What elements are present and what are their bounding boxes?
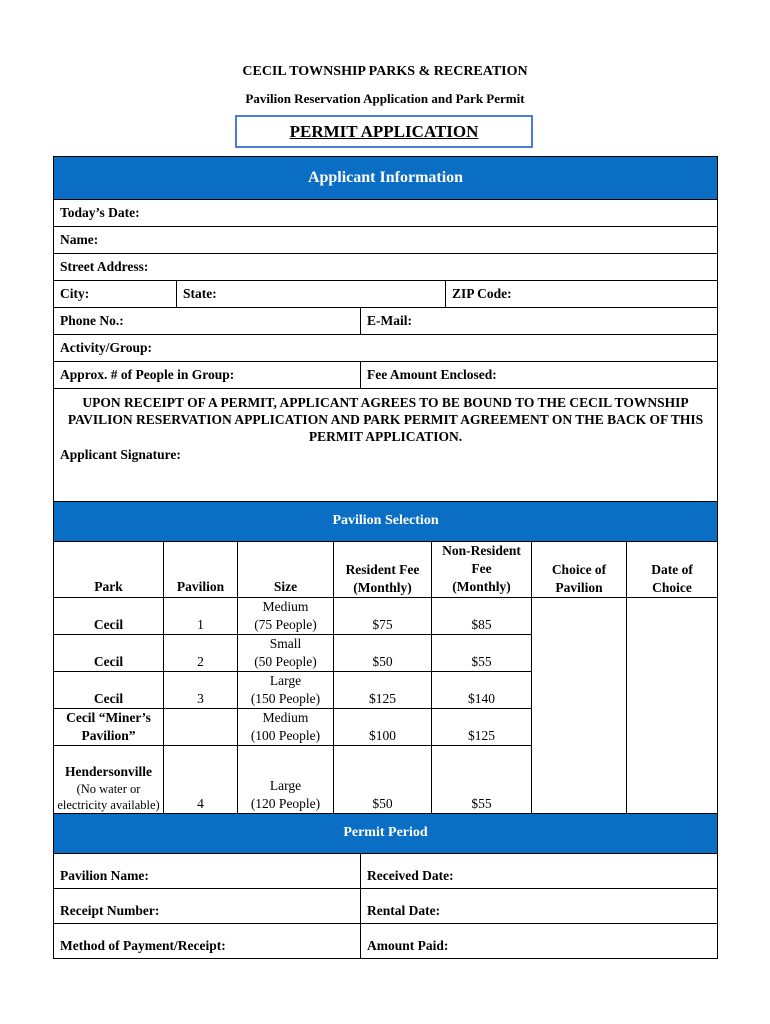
capacity-label: (75 People) <box>254 616 317 632</box>
park-name: Hendersonville <box>65 763 152 779</box>
pavilion-size <box>238 671 334 708</box>
email-field[interactable]: E-Mail: <box>361 308 718 335</box>
col-pavilion: Pavilion <box>164 541 238 597</box>
nonresident-fee: $55 <box>432 745 532 813</box>
applicant-table <box>53 156 718 502</box>
amount-paid-field[interactable]: Amount Paid: <box>361 923 718 958</box>
applicant-section-header: Applicant Information <box>54 157 718 200</box>
pavilion-section-header: Pavilion Selection <box>54 501 718 541</box>
pavilion-number: 4 <box>164 745 238 813</box>
capacity-label: (50 People) <box>254 653 317 669</box>
col-date-of-choice <box>627 541 718 597</box>
date-choice-label: Date of Choice <box>651 561 693 595</box>
pavilion-number <box>164 708 238 745</box>
todays-date-field[interactable]: Today’s Date: <box>54 200 718 227</box>
size-label: Medium <box>262 709 309 725</box>
pavilion-size <box>238 708 334 745</box>
permit-title: PERMIT APPLICATION <box>289 121 479 141</box>
nonresident-fee: $55 <box>432 634 532 671</box>
agreement-notice: UPON RECEIPT OF A PERMIT, APPLICANT AGREES TO BE BOUND TO THE CECIL TOWNSHIP PAVILION RESERVATION APPLICATION AND PARK PERMIT AGREEMENT ON THE BACK OF THIS PERMIT APPLICATION. <box>54 389 718 446</box>
pavilion-number: 1 <box>164 597 238 634</box>
pavilion-name-field[interactable]: Pavilion Name: <box>54 853 361 888</box>
table-row <box>54 597 718 634</box>
pavilion-size <box>238 634 334 671</box>
nonresident-label-3: (Monthly) <box>452 578 511 594</box>
date-of-choice-field[interactable] <box>627 597 718 813</box>
col-park: Park <box>54 541 164 597</box>
period-section-header: Permit Period <box>54 813 718 853</box>
park-cell <box>54 745 164 813</box>
col-choice <box>532 541 627 597</box>
street-address-field[interactable]: Street Address: <box>54 254 718 281</box>
name-field[interactable]: Name: <box>54 227 718 254</box>
zip-field[interactable]: ZIP Code: <box>446 281 718 308</box>
resident-fee: $75 <box>334 597 432 634</box>
capacity-label: (150 People) <box>250 690 321 706</box>
choice-of-pavilion-field[interactable] <box>532 597 627 813</box>
signature-field[interactable]: Applicant Signature: <box>54 445 718 501</box>
resident-fee: $100 <box>334 708 432 745</box>
people-count-field[interactable]: Approx. # of People in Group: <box>54 362 361 389</box>
payment-method-field[interactable]: Method of Payment/Receipt: <box>54 923 361 958</box>
park-name: Cecil <box>54 671 164 708</box>
pavilion-number: 2 <box>164 634 238 671</box>
size-label: Small <box>269 635 302 651</box>
activity-group-field[interactable]: Activity/Group: <box>54 335 718 362</box>
nonresident-fee: $125 <box>432 708 532 745</box>
receipt-number-field[interactable]: Receipt Number: <box>54 888 361 923</box>
col-size: Size <box>238 541 334 597</box>
capacity-label: (120 People) <box>250 795 321 811</box>
nonresident-fee: $140 <box>432 671 532 708</box>
resident-fee: $50 <box>334 634 432 671</box>
park-name: Cecil “Miner’s Pavilion” <box>54 708 164 745</box>
fee-enclosed-field[interactable]: Fee Amount Enclosed: <box>361 362 718 389</box>
pavilion-size <box>238 597 334 634</box>
nonresident-fee: $85 <box>432 597 532 634</box>
permit-form <box>53 156 717 959</box>
park-note: (No water or electricity available) <box>57 781 160 812</box>
received-date-field[interactable]: Received Date: <box>361 853 718 888</box>
pavilion-size <box>238 745 334 813</box>
col-nonresident-fee <box>432 541 532 597</box>
choice-label: Choice of Pavilion <box>551 561 607 595</box>
permit-title-box <box>235 115 533 148</box>
pavilion-table <box>53 501 718 814</box>
state-field[interactable]: State: <box>177 281 446 308</box>
resident-fee: $50 <box>334 745 432 813</box>
size-label: Medium <box>262 598 309 614</box>
capacity-label: (100 People) <box>250 727 321 743</box>
city-field[interactable]: City: <box>54 281 177 308</box>
phone-field[interactable]: Phone No.: <box>54 308 361 335</box>
form-subtitle: Pavilion Reservation Application and Park Permit <box>245 91 525 106</box>
nonresident-label-2: Fee <box>471 560 492 576</box>
resident-fee-label: Resident Fee (Monthly) <box>345 561 420 595</box>
permit-period-table <box>53 813 718 959</box>
rental-date-field[interactable]: Rental Date: <box>361 888 718 923</box>
size-label: Large <box>269 672 302 688</box>
size-label: Large <box>269 777 302 793</box>
park-name: Cecil <box>54 634 164 671</box>
nonresident-label-1: Non-Resident <box>442 542 521 558</box>
col-resident-fee <box>334 541 432 597</box>
park-name: Cecil <box>54 597 164 634</box>
resident-fee: $125 <box>334 671 432 708</box>
organization-title: CECIL TOWNSHIP PARKS & RECREATION <box>242 64 528 79</box>
pavilion-number: 3 <box>164 671 238 708</box>
